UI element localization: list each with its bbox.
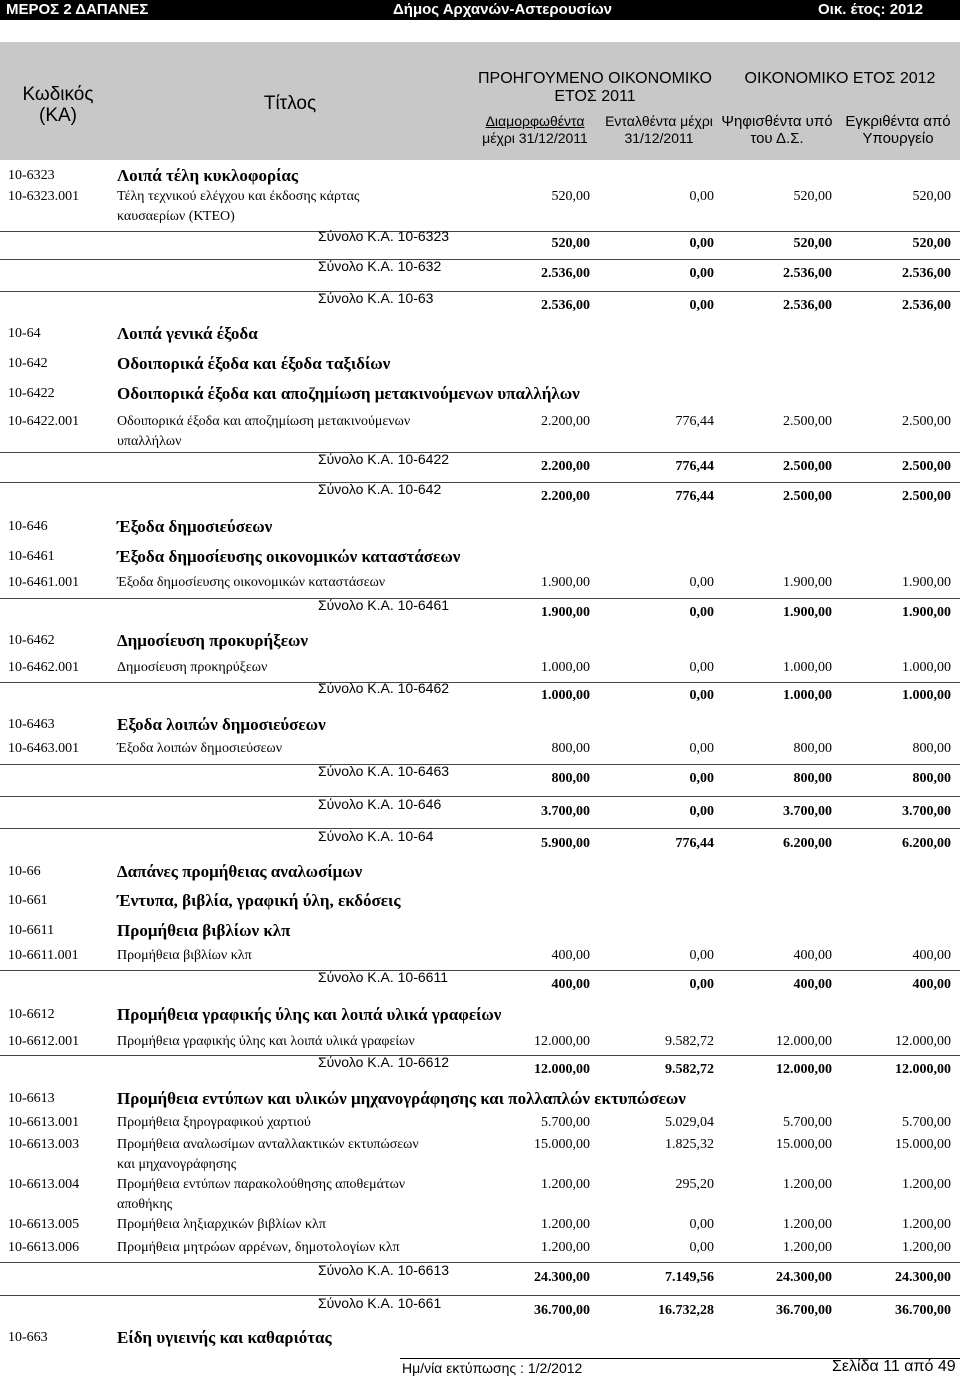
item-title: Προμήθεια ξηρογραφικού χαρτιού [117,1115,311,1130]
item-code: 10-6612.001 [8,1034,80,1049]
amount-cell: 1.900,00 [541,575,590,590]
amount-cell: 1.000,00 [541,660,590,675]
amount-cell: 1.200,00 [541,1217,590,1232]
total-amount: 520,00 [551,236,590,251]
total-amount: 0,00 [689,298,714,313]
group-title: Προμήθεια βιβλίων κλπ [117,921,291,940]
total-amount: 36.700,00 [895,1303,951,1318]
item-title: Δημοσίευση προκηρύξεων [117,660,268,675]
group-title: Δημοσίευση προκυρήξεων [117,631,308,650]
total-amount: 2.500,00 [902,459,951,474]
group-title: Προμήθεια εντύπων και υλικών μηχανογράφησης και πολλαπλών εκτυπώσεων [117,1089,686,1108]
total-amount: 0,00 [689,266,714,281]
total-amount: 0,00 [689,236,714,251]
item-code: 10-6613.001 [8,1115,80,1130]
header-col2 [598,113,720,147]
amount-cell: 520,00 [912,189,951,204]
amount-cell: 12.000,00 [895,1034,951,1049]
total-amount: 12.000,00 [534,1062,590,1077]
item-code: 10-6323.001 [8,189,80,204]
header-col1-line2: μέχρι 31/12/2011 [482,130,588,146]
total-amount: 3.700,00 [541,804,590,819]
amount-cell: 5.700,00 [783,1115,832,1130]
group-code: 10-6422 [8,386,55,401]
header-col2-line2: 31/12/2011 [624,130,694,146]
header-col2-line1: Ενταλθέντα μέχρι [605,113,713,129]
total-amount: 1.000,00 [541,688,590,703]
amount-cell: 1.200,00 [541,1177,590,1192]
header-cur-year: ΟΙΚΟΝΟΜΙΚΟ ΕΤΟΣ 2012 [744,70,936,87]
total-label: Σύνολο Κ.Α. 10-6613 [318,1262,450,1278]
total-amount: 24.300,00 [895,1270,951,1285]
header-code-line1: Κωδικός [22,84,94,105]
item-title-cont: υπαλλήλων [117,434,182,449]
total-amount: 0,00 [689,605,714,620]
amount-cell: 15.000,00 [776,1137,832,1152]
amount-cell: 400,00 [912,948,951,963]
amount-cell: 1.200,00 [902,1240,951,1255]
section-divider [0,828,960,829]
group-title: Εξοδα λοιπών δημοσιεύσεων [117,715,326,734]
total-amount: 2.536,00 [783,266,832,281]
total-amount: 776,44 [675,489,714,504]
amount-cell: 5.700,00 [541,1115,590,1130]
item-code: 10-6611.001 [8,948,79,963]
total-amount: 9.582,72 [665,1062,714,1077]
total-label: Σύνολο Κ.Α. 10-6462 [318,680,450,696]
group-title: Προμήθεια γραφικής ύλης και λοιπά υλικά γραφείων [117,1005,502,1024]
section-divider [0,452,960,453]
group-title: Είδη υγιεινής και καθαριότας [117,1328,332,1347]
section-divider [0,1295,960,1296]
amount-cell: 1.200,00 [783,1240,832,1255]
group-title: Λοιπά τέλη κυκλοφορίας [117,166,299,185]
group-code: 10-64 [8,326,41,341]
group-code: 10-6323 [8,168,55,183]
total-amount: 2.200,00 [541,459,590,474]
section-divider [0,482,960,483]
group-code: 10-6612 [8,1007,55,1022]
item-title: Προμήθεια γραφικής ύλης και λοιπά υλικά γραφείων [117,1034,415,1049]
total-amount: 1.900,00 [902,605,951,620]
item-title: Προμήθεια εντύπων παρακολούθησης αποθεμάτων [117,1177,406,1192]
total-amount: 1.000,00 [902,688,951,703]
total-amount: 0,00 [689,771,714,786]
total-amount: 2.536,00 [783,298,832,313]
total-amount: 2.500,00 [902,489,951,504]
amount-cell: 1.000,00 [902,660,951,675]
total-amount: 2.536,00 [541,266,590,281]
total-label: Σύνολο Κ.Α. 10-63 [318,290,434,306]
total-amount: 400,00 [912,977,951,992]
item-code: 10-6422.001 [8,414,80,429]
page-number: Σελίδα 11 από 49 [832,1358,956,1375]
group-code: 10-6462 [8,633,55,648]
item-title: Έξοδα δημοσίευσης οικονομικών καταστάσεων [117,575,386,590]
header-prev-year-line1: ΠΡΟΗΓΟΥΜΕΝΟ ΟΙΚΟΝΟΜΙΚΟ [478,70,712,87]
total-amount: 776,44 [675,459,714,474]
amount-cell: 776,44 [675,414,714,429]
amount-cell: 800,00 [551,741,590,756]
group-title: Λοιπά γενικά έξοδα [117,324,258,343]
header-col3-line2: του Δ.Σ. [750,130,804,147]
item-title: Οδοιπορικά έξοδα και αποζημίωση μετακινούμενων [117,414,411,429]
page-footer [0,1358,960,1379]
item-title: Προμήθεια αναλωσίμων ανταλλακτικών εκτυπώσεων [117,1137,419,1152]
total-amount: 776,44 [675,836,714,851]
total-amount: 0,00 [689,688,714,703]
total-amount: 400,00 [551,977,590,992]
total-amount: 1.000,00 [783,688,832,703]
total-amount: 7.149,56 [665,1270,714,1285]
total-amount: 400,00 [793,977,832,992]
group-title: Οδοιπορικά έξοδα και έξοδα ταξιδίων [117,354,391,373]
amount-cell: 295,20 [675,1177,714,1192]
amount-cell: 1.200,00 [783,1217,832,1232]
amount-cell: 1.000,00 [783,660,832,675]
total-label: Σύνολο Κ.Α. 10-6463 [318,763,450,779]
group-code: 10-642 [8,356,48,371]
top-banner [0,0,960,20]
total-amount: 2.536,00 [902,266,951,281]
section-divider [0,796,960,797]
section-divider [0,682,960,683]
header-col4-line2: Υπουργείο [862,130,934,147]
amount-cell: 15.000,00 [895,1137,951,1152]
item-title: Προμήθεια μητρώων αρρένων, δημοτολογίων κλπ [117,1240,400,1255]
amount-cell: 0,00 [689,1240,714,1255]
group-code: 10-661 [8,893,48,908]
section-divider [0,291,960,292]
section-divider [0,764,960,765]
header-col3-line1: Ψηφισθέντα υπό [721,113,833,130]
amount-cell: 0,00 [689,1217,714,1232]
amount-cell: 15.000,00 [534,1137,590,1152]
total-amount: 24.300,00 [534,1270,590,1285]
header-code [8,84,108,126]
amount-cell: 1.200,00 [783,1177,832,1192]
item-title-cont: αποθήκης [117,1197,173,1212]
item-code: 10-6613.004 [8,1177,80,1192]
item-code: 10-6613.003 [8,1137,80,1152]
total-label: Σύνολο Κ.Α. 10-632 [318,258,442,274]
fiscal-year-label: Οικ. έτος: 2012 [818,1,924,18]
amount-cell: 5.029,04 [665,1115,714,1130]
amount-cell: 0,00 [689,660,714,675]
item-title-cont: και μηχανογράφησης [117,1157,237,1172]
group-title: Έντυπα, βιβλία, γραφική ύλη, εκδόσεις [117,891,401,910]
item-code: 10-6463.001 [8,741,80,756]
table-header [0,42,960,160]
amount-cell: 1.900,00 [902,575,951,590]
total-amount: 2.500,00 [783,489,832,504]
total-label: Σύνολο Κ.Α. 10-6461 [318,597,450,613]
header-title: Τίτλος [263,93,317,114]
total-amount: 0,00 [689,977,714,992]
total-amount: 6.200,00 [783,836,832,851]
group-code: 10-6611 [8,923,55,938]
item-code: 10-6613.005 [8,1217,80,1232]
total-amount: 6.200,00 [902,836,951,851]
item-code: 10-6462.001 [8,660,80,675]
total-amount: 800,00 [793,771,832,786]
amount-cell: 0,00 [689,741,714,756]
total-amount: 800,00 [912,771,951,786]
total-label: Σύνολο Κ.Α. 10-661 [318,1295,442,1311]
header-col1-line1: Διαμορφωθέντα [485,113,585,129]
total-label: Σύνολο Κ.Α. 10-6611 [318,969,448,985]
group-code: 10-6461 [8,549,55,564]
total-amount: 3.700,00 [902,804,951,819]
item-code: 10-6613.006 [8,1240,80,1255]
amount-cell: 0,00 [689,948,714,963]
amount-cell: 1.200,00 [902,1217,951,1232]
section-divider [0,1055,960,1056]
group-title: Έξοδα δημοσίευσης οικονομικών καταστάσεων [117,547,461,566]
item-code: 10-6461.001 [8,575,80,590]
group-code: 10-6463 [8,717,55,732]
amount-cell: 400,00 [793,948,832,963]
section-divider [0,598,960,599]
total-label: Σύνολο Κ.Α. 10-6323 [318,228,450,244]
header-col1 [470,113,600,147]
section-divider [0,259,960,260]
amount-cell: 800,00 [793,741,832,756]
group-code: 10-6613 [8,1091,55,1106]
total-label: Σύνολο Κ.Α. 10-64 [318,828,434,844]
total-amount: 5.900,00 [541,836,590,851]
total-label: Σύνολο Κ.Α. 10-6612 [318,1054,450,1070]
header-prev-year [470,70,720,106]
amount-cell: 1.200,00 [902,1177,951,1192]
total-amount: 520,00 [912,236,951,251]
group-title: Οδοιπορικά έξοδα και αποζημίωση μετακινούμενων υπαλλήλων [117,384,580,403]
header-col3 [716,113,838,147]
group-title: Δαπάνες προμήθειας αναλωσίμων [117,862,363,881]
amount-cell: 400,00 [551,948,590,963]
amount-cell: 12.000,00 [776,1034,832,1049]
total-amount: 3.700,00 [783,804,832,819]
total-amount: 12.000,00 [776,1062,832,1077]
amount-cell: 2.200,00 [541,414,590,429]
total-amount: 36.700,00 [534,1303,590,1318]
amount-cell: 520,00 [793,189,832,204]
header-code-line2: (ΚΑ) [39,105,77,126]
amount-cell: 0,00 [689,575,714,590]
print-date: Ημ/νία εκτύπωσης : 1/2/2012 [402,1360,583,1376]
amount-cell: 12.000,00 [534,1034,590,1049]
section-divider [0,231,960,232]
total-amount: 24.300,00 [776,1270,832,1285]
group-code: 10-66 [8,864,41,879]
section-divider [0,970,960,971]
amount-cell: 1.200,00 [541,1240,590,1255]
item-title: Έξοδα λοιπών δημοσιεύσεων [117,741,283,756]
total-amount: 12.000,00 [895,1062,951,1077]
item-title: Τέλη τεχνικού ελέγχου και έκδοσης κάρτας [117,189,360,204]
total-label: Σύνολο Κ.Α. 10-642 [318,481,442,497]
municipality-label: Δήμος Αρχανών-Αστερουσίων [393,1,612,18]
header-col4-line1: Εγκριθέντα από [845,113,951,130]
amount-cell: 2.500,00 [902,414,951,429]
total-amount: 0,00 [689,804,714,819]
total-amount: 2.200,00 [541,489,590,504]
total-amount: 2.536,00 [541,298,590,313]
part-label: ΜΕΡΟΣ 2 ΔΑΠΑΝΕΣ [6,1,149,18]
total-amount: 2.500,00 [783,459,832,474]
amount-cell: 1.900,00 [783,575,832,590]
amount-cell: 2.500,00 [783,414,832,429]
amount-cell: 520,00 [551,189,590,204]
amount-cell: 800,00 [912,741,951,756]
total-amount: 1.900,00 [783,605,832,620]
total-amount: 1.900,00 [541,605,590,620]
total-amount: 800,00 [551,771,590,786]
amount-cell: 0,00 [689,189,714,204]
total-amount: 36.700,00 [776,1303,832,1318]
amount-cell: 5.700,00 [902,1115,951,1130]
header-prev-year-line2: ΕΤΟΣ 2011 [554,88,636,105]
amount-cell: 9.582,72 [665,1034,714,1049]
amount-cell: 1.825,32 [665,1137,714,1152]
total-amount: 520,00 [793,236,832,251]
group-code: 10-663 [8,1330,48,1345]
item-title: Προμήθεια βιβλίων κλπ [117,948,252,963]
total-amount: 16.732,28 [658,1303,714,1318]
group-code: 10-646 [8,519,48,534]
total-amount: 2.536,00 [902,298,951,313]
total-label: Σύνολο Κ.Α. 10-6422 [318,451,450,467]
item-title: Προμήθεια ληξιαρχικών βιβλίων κλπ [117,1217,326,1232]
section-divider [0,1262,960,1263]
group-title: Έξοδα δημοσιεύσεων [117,517,273,536]
item-title-cont: καυσαερίων (ΚΤΕΟ) [117,209,235,224]
header-col4 [836,113,960,147]
total-label: Σύνολο Κ.Α. 10-646 [318,796,442,812]
